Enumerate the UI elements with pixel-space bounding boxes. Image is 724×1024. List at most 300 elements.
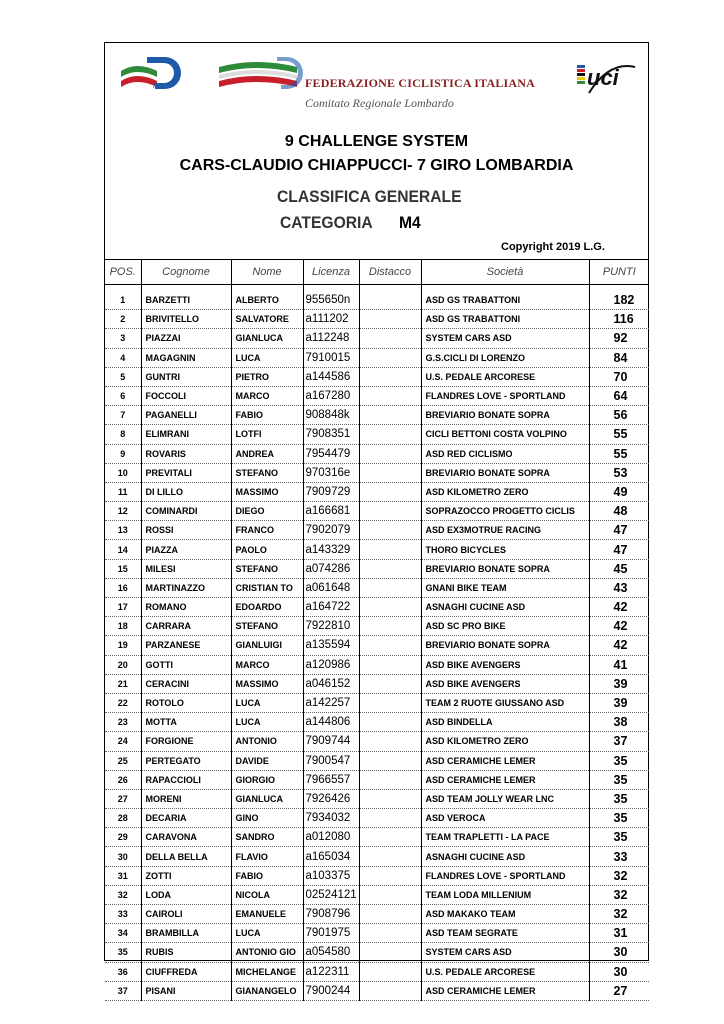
cell-punti: 48 [589,502,649,521]
cell-pos: 19 [105,636,141,655]
cell-distacco [359,310,421,329]
event-title: 9 CHALLENGE SYSTEM [284,133,469,150]
cell-nome: GIANANGELO [231,981,303,1000]
cell-licenza: a046152 [303,674,359,693]
cell-cognome: RAPACCIOLI [141,770,231,789]
cell-societa: SOPRAZOCCO PROGETTO CICLIS [421,502,589,521]
cell-distacco [359,847,421,866]
cell-punti: 56 [589,406,649,425]
cell-societa: GNANI BIKE TEAM [421,578,589,597]
cell-nome: LUCA [231,693,303,712]
cell-cognome: PARZANESE [141,636,231,655]
cell-societa: FLANDRES LOVE - SPORTLAND [421,386,589,405]
cell-pos: 34 [105,924,141,943]
cell-cognome: BRIVITELLO [141,310,231,329]
cell-distacco [359,674,421,693]
cell-pos: 26 [105,770,141,789]
table-row [105,847,649,866]
cell-distacco [359,285,421,310]
cell-societa: ASD SC PRO BIKE [421,617,589,636]
cell-pos: 15 [105,559,141,578]
cell-pos: 5 [105,367,141,386]
cell-punti: 32 [589,905,649,924]
cell-nome: LUCA [231,348,303,367]
cell-licenza: a144806 [303,713,359,732]
cell-societa: SYSTEM CARS ASD [421,943,589,962]
cell-cognome: ROMANO [141,598,231,617]
table-row [105,770,649,789]
cell-distacco [359,885,421,904]
cell-pos: 9 [105,444,141,463]
cell-pos: 21 [105,674,141,693]
col-header-nome[interactable]: Nome [231,260,303,285]
cell-punti: 42 [589,617,649,636]
fci-logo-icon [117,53,183,93]
cell-distacco [359,732,421,751]
cell-licenza: a142257 [303,693,359,712]
cell-licenza: 7900547 [303,751,359,770]
cell-nome: PIETRO [231,367,303,386]
cell-cognome: MORENI [141,789,231,808]
cell-cognome: GOTTI [141,655,231,674]
cell-distacco [359,463,421,482]
cell-distacco [359,348,421,367]
cell-cognome: GUNTRI [141,367,231,386]
cell-societa: BREVIARIO BONATE SOPRA [421,463,589,482]
cell-licenza: a054580 [303,943,359,962]
cell-pos: 12 [105,502,141,521]
cell-licenza: a120986 [303,655,359,674]
cell-cognome: ZOTTI [141,866,231,885]
cell-punti: 35 [589,828,649,847]
cell-distacco [359,636,421,655]
cell-distacco [359,693,421,712]
cell-licenza: a135594 [303,636,359,655]
cell-nome: MICHELANGE [231,962,303,981]
cell-nome: GIORGIO [231,770,303,789]
cell-distacco [359,482,421,501]
cell-punti: 35 [589,809,649,828]
cell-distacco [359,502,421,521]
cell-licenza: 7910015 [303,348,359,367]
cell-cognome: CARAVONA [141,828,231,847]
cell-cognome: PIAZZA [141,540,231,559]
cell-punti: 37 [589,732,649,751]
table-row [105,310,649,329]
cell-societa: U.S. PEDALE ARCORESE [421,367,589,386]
cell-societa: ASD MAKAKO TEAM [421,905,589,924]
cell-licenza: 7926426 [303,789,359,808]
cell-punti: 47 [589,521,649,540]
cell-pos: 11 [105,482,141,501]
cell-punti: 38 [589,713,649,732]
cell-nome: MARCO [231,655,303,674]
table-row [105,540,649,559]
col-header-cognome[interactable]: Cognome [141,260,231,285]
cell-pos: 29 [105,828,141,847]
cell-cognome: PERTEGATO [141,751,231,770]
cell-nome: GIANLUIGI [231,636,303,655]
cell-licenza: 7902079 [303,521,359,540]
cell-nome: STEFANO [231,559,303,578]
cell-distacco [359,809,421,828]
table-row [105,751,649,770]
federation-emblem-icon [217,53,307,93]
table-row [105,348,649,367]
cell-licenza: 7966557 [303,770,359,789]
cell-distacco [359,905,421,924]
cell-licenza: a103375 [303,866,359,885]
cell-punti: 35 [589,751,649,770]
cell-societa: FLANDRES LOVE - SPORTLAND [421,866,589,885]
cell-distacco [359,828,421,847]
cell-distacco [359,655,421,674]
cell-cognome: FORGIONE [141,732,231,751]
cell-cognome: BARZETTI [141,285,231,310]
table-row [105,789,649,808]
table-row [105,828,649,847]
table-row [105,981,649,1000]
cell-pos: 33 [105,905,141,924]
cell-societa: ASD KILOMETRO ZERO [421,482,589,501]
cell-distacco [359,866,421,885]
cell-cognome: DECARIA [141,809,231,828]
cell-societa: BREVIARIO BONATE SOPRA [421,636,589,655]
cell-societa: CICLI BETTONI COSTA VOLPINO [421,425,589,444]
table-row [105,885,649,904]
uci-logo-text: uci [587,65,619,90]
table-row [105,636,649,655]
cell-cognome: COMINARDI [141,502,231,521]
cell-licenza: a012080 [303,828,359,847]
cell-distacco [359,751,421,770]
cell-licenza: a165034 [303,847,359,866]
cell-societa: TEAM 2 RUOTE GIUSSANO ASD [421,693,589,712]
cell-licenza: a074286 [303,559,359,578]
cell-cognome: FOCCOLI [141,386,231,405]
cell-pos: 20 [105,655,141,674]
cell-nome: SALVATORE [231,310,303,329]
cell-societa: ASD BINDELLA [421,713,589,732]
cell-punti: 30 [589,962,649,981]
cell-cognome: BRAMBILLA [141,924,231,943]
copyright-text: Copyright 2019 L.G. [501,241,605,253]
cell-punti: 55 [589,425,649,444]
fci-logo-text: FCI [153,83,165,90]
cell-distacco [359,713,421,732]
cell-licenza: 7908796 [303,905,359,924]
cell-nome: ANTONIO GIO [231,943,303,962]
table-row [105,866,649,885]
cell-nome: FRANCO [231,521,303,540]
cell-cognome: ROVARIS [141,444,231,463]
cell-punti: 70 [589,367,649,386]
cell-societa: ASD TEAM JOLLY WEAR LNC [421,789,589,808]
cell-licenza: a112248 [303,329,359,348]
cell-punti: 31 [589,924,649,943]
table-row [105,655,649,674]
col-header-distacco[interactable]: Distacco [359,260,421,285]
cell-pos: 13 [105,521,141,540]
cell-pos: 31 [105,866,141,885]
cell-distacco [359,962,421,981]
cell-societa: ASD CERAMICHE LEMER [421,981,589,1000]
cell-pos: 3 [105,329,141,348]
cell-distacco [359,770,421,789]
cell-societa: TEAM TRAPLETTI - LA PACE [421,828,589,847]
cell-societa: SYSTEM CARS ASD [421,329,589,348]
cell-licenza: a167280 [303,386,359,405]
cell-societa: TEAM LODA MILLENIUM [421,885,589,904]
cell-cognome: DI LILLO [141,482,231,501]
cell-nome: ANDREA [231,444,303,463]
cell-nome: STEFANO [231,463,303,482]
cell-licenza: 908848k [303,406,359,425]
cell-nome: GINO [231,809,303,828]
cell-punti: 27 [589,981,649,1000]
cell-distacco [359,444,421,463]
cell-nome: DAVIDE [231,751,303,770]
cell-punti: 84 [589,348,649,367]
cell-distacco [359,578,421,597]
cell-pos: 8 [105,425,141,444]
cell-societa: ASD GS TRABATTONI [421,285,589,310]
cell-cognome: CIUFFREDA [141,962,231,981]
cell-pos: 10 [105,463,141,482]
cell-cognome: MARTINAZZO [141,578,231,597]
cell-societa: THORO BICYCLES [421,540,589,559]
cell-societa: ASD GS TRABATTONI [421,310,589,329]
cell-punti: 182 [589,285,649,310]
cell-societa: ASD TEAM SEGRATE [421,924,589,943]
col-header-punti[interactable]: PUNTI [589,260,649,285]
cell-cognome: CARRARA [141,617,231,636]
table-row [105,674,649,693]
cell-cognome: ROSSI [141,521,231,540]
cell-nome: FLAVIO [231,847,303,866]
cell-pos: 7 [105,406,141,425]
table-row [105,809,649,828]
cell-cognome: PIAZZAI [141,329,231,348]
ranking-title: CLASSIFICA GENERALE [277,187,462,206]
cell-licenza: a144586 [303,367,359,386]
cell-societa: BREVIARIO BONATE SOPRA [421,559,589,578]
cell-punti: 42 [589,598,649,617]
table-row [105,329,649,348]
cell-cognome: MAGAGNIN [141,348,231,367]
cell-nome: GIANLUCA [231,789,303,808]
table-row [105,559,649,578]
cell-punti: 39 [589,693,649,712]
cell-nome: MASSIMO [231,674,303,693]
cell-cognome: CERACINI [141,674,231,693]
col-header-societa[interactable]: Società [421,260,589,285]
table-row [105,502,649,521]
cell-punti: 43 [589,578,649,597]
category-value: M4 [399,213,421,232]
cell-nome: LUCA [231,713,303,732]
cell-nome: SANDRO [231,828,303,847]
cell-nome: LUCA [231,924,303,943]
table-body [105,285,649,1001]
cell-licenza: 02524121 [303,885,359,904]
cell-nome: CRISTIAN TO [231,578,303,597]
table-row [105,386,649,405]
table-row [105,598,649,617]
cell-nome: LOTFI [231,425,303,444]
cell-nome: ALBERTO [231,285,303,310]
cell-cognome: PREVITALI [141,463,231,482]
committee-name: Comitato Regionale Lombardo [305,96,454,110]
cell-distacco [359,425,421,444]
cell-distacco [359,329,421,348]
cell-licenza: 7908351 [303,425,359,444]
cell-societa: ASD RED CICLISMO [421,444,589,463]
table-row [105,578,649,597]
cell-pos: 28 [105,809,141,828]
cell-societa: ASD CERAMICHE LEMER [421,751,589,770]
cell-distacco [359,367,421,386]
cell-pos: 22 [105,693,141,712]
cell-cognome: CAIROLI [141,905,231,924]
cell-licenza: 955650n [303,285,359,310]
cell-pos: 24 [105,732,141,751]
cell-punti: 116 [589,310,649,329]
cell-punti: 55 [589,444,649,463]
cell-societa: G.S.CICLI DI LORENZO [421,348,589,367]
table-row [105,924,649,943]
cell-nome: FABIO [231,406,303,425]
table-row [105,521,649,540]
table-row [105,943,649,962]
cell-licenza: a143329 [303,540,359,559]
cell-licenza: 7934032 [303,809,359,828]
cell-punti: 92 [589,329,649,348]
cell-distacco [359,617,421,636]
cell-distacco [359,521,421,540]
table-row [105,693,649,712]
cell-punti: 30 [589,943,649,962]
federation-name: FEDERAZIONE CICLISTICA ITALIANA [305,76,536,90]
cell-punti: 45 [589,559,649,578]
cell-licenza: 7900244 [303,981,359,1000]
cell-punti: 32 [589,866,649,885]
table-row [105,617,649,636]
cell-societa: ASD EX3MOTRUE RACING [421,521,589,540]
table-row [105,463,649,482]
cell-societa: ASNAGHI CUCINE ASD [421,598,589,617]
cell-societa: ASD KILOMETRO ZERO [421,732,589,751]
cell-punti: 64 [589,386,649,405]
col-header-licenza[interactable]: Licenza [303,260,359,285]
col-header-pos[interactable]: POS. [105,260,141,285]
cell-societa: ASNAGHI CUCINE ASD [421,847,589,866]
cell-nome: FABIO [231,866,303,885]
cell-licenza: 7901975 [303,924,359,943]
cell-nome: MARCO [231,386,303,405]
table-row [105,905,649,924]
cell-cognome: MILESI [141,559,231,578]
cell-nome: GIANLUCA [231,329,303,348]
cell-distacco [359,540,421,559]
table-row [105,444,649,463]
cell-nome: PAOLO [231,540,303,559]
cell-punti: 49 [589,482,649,501]
cell-punti: 33 [589,847,649,866]
cell-pos: 23 [105,713,141,732]
table-row [105,962,649,981]
cell-societa: ASD BIKE AVENGERS [421,655,589,674]
cell-punti: 35 [589,770,649,789]
cell-distacco [359,559,421,578]
cell-cognome: ELIMRANI [141,425,231,444]
cell-punti: 35 [589,789,649,808]
cell-distacco [359,943,421,962]
cell-pos: 37 [105,981,141,1000]
table-row [105,367,649,386]
cell-pos: 6 [105,386,141,405]
category-label: CATEGORIA [280,213,373,232]
cell-cognome: ROTOLO [141,693,231,712]
cell-licenza: a111202 [303,310,359,329]
table-row [105,713,649,732]
cell-distacco [359,789,421,808]
cell-pos: 1 [105,285,141,310]
cell-nome: EMANUELE [231,905,303,924]
cell-cognome: MOTTA [141,713,231,732]
table-row [105,425,649,444]
cell-pos: 17 [105,598,141,617]
cell-societa: ASD VEROCA [421,809,589,828]
cell-pos: 4 [105,348,141,367]
cell-distacco [359,598,421,617]
cell-licenza: 970316e [303,463,359,482]
cell-nome: MASSIMO [231,482,303,501]
cell-licenza: a164722 [303,598,359,617]
cell-cognome: PISANI [141,981,231,1000]
table-header-row [105,260,649,285]
cell-pos: 32 [105,885,141,904]
cell-cognome: PAGANELLI [141,406,231,425]
cell-licenza: 7909729 [303,482,359,501]
table-row [105,285,649,310]
cell-distacco [359,981,421,1000]
cell-pos: 36 [105,962,141,981]
cell-pos: 25 [105,751,141,770]
cell-licenza: a166681 [303,502,359,521]
cell-licenza: a061648 [303,578,359,597]
cell-pos: 16 [105,578,141,597]
event-subtitle: CARS-CLAUDIO CHIAPPUCCI- 7 GIRO LOMBARDIA [179,157,574,174]
cell-societa: ASD CERAMICHE LEMER [421,770,589,789]
table-row [105,406,649,425]
cell-nome: ANTONIO [231,732,303,751]
table-row [105,732,649,751]
uci-logo-icon [575,55,641,101]
cell-distacco [359,924,421,943]
cell-pos: 35 [105,943,141,962]
cell-licenza: 7922810 [303,617,359,636]
cell-punti: 39 [589,674,649,693]
cell-pos: 2 [105,310,141,329]
cell-licenza: 7954479 [303,444,359,463]
cell-distacco [359,406,421,425]
cell-societa: ASD BIKE AVENGERS [421,674,589,693]
cell-pos: 30 [105,847,141,866]
cell-nome: NICOLA [231,885,303,904]
cell-pos: 27 [105,789,141,808]
cell-societa: U.S. PEDALE ARCORESE [421,962,589,981]
